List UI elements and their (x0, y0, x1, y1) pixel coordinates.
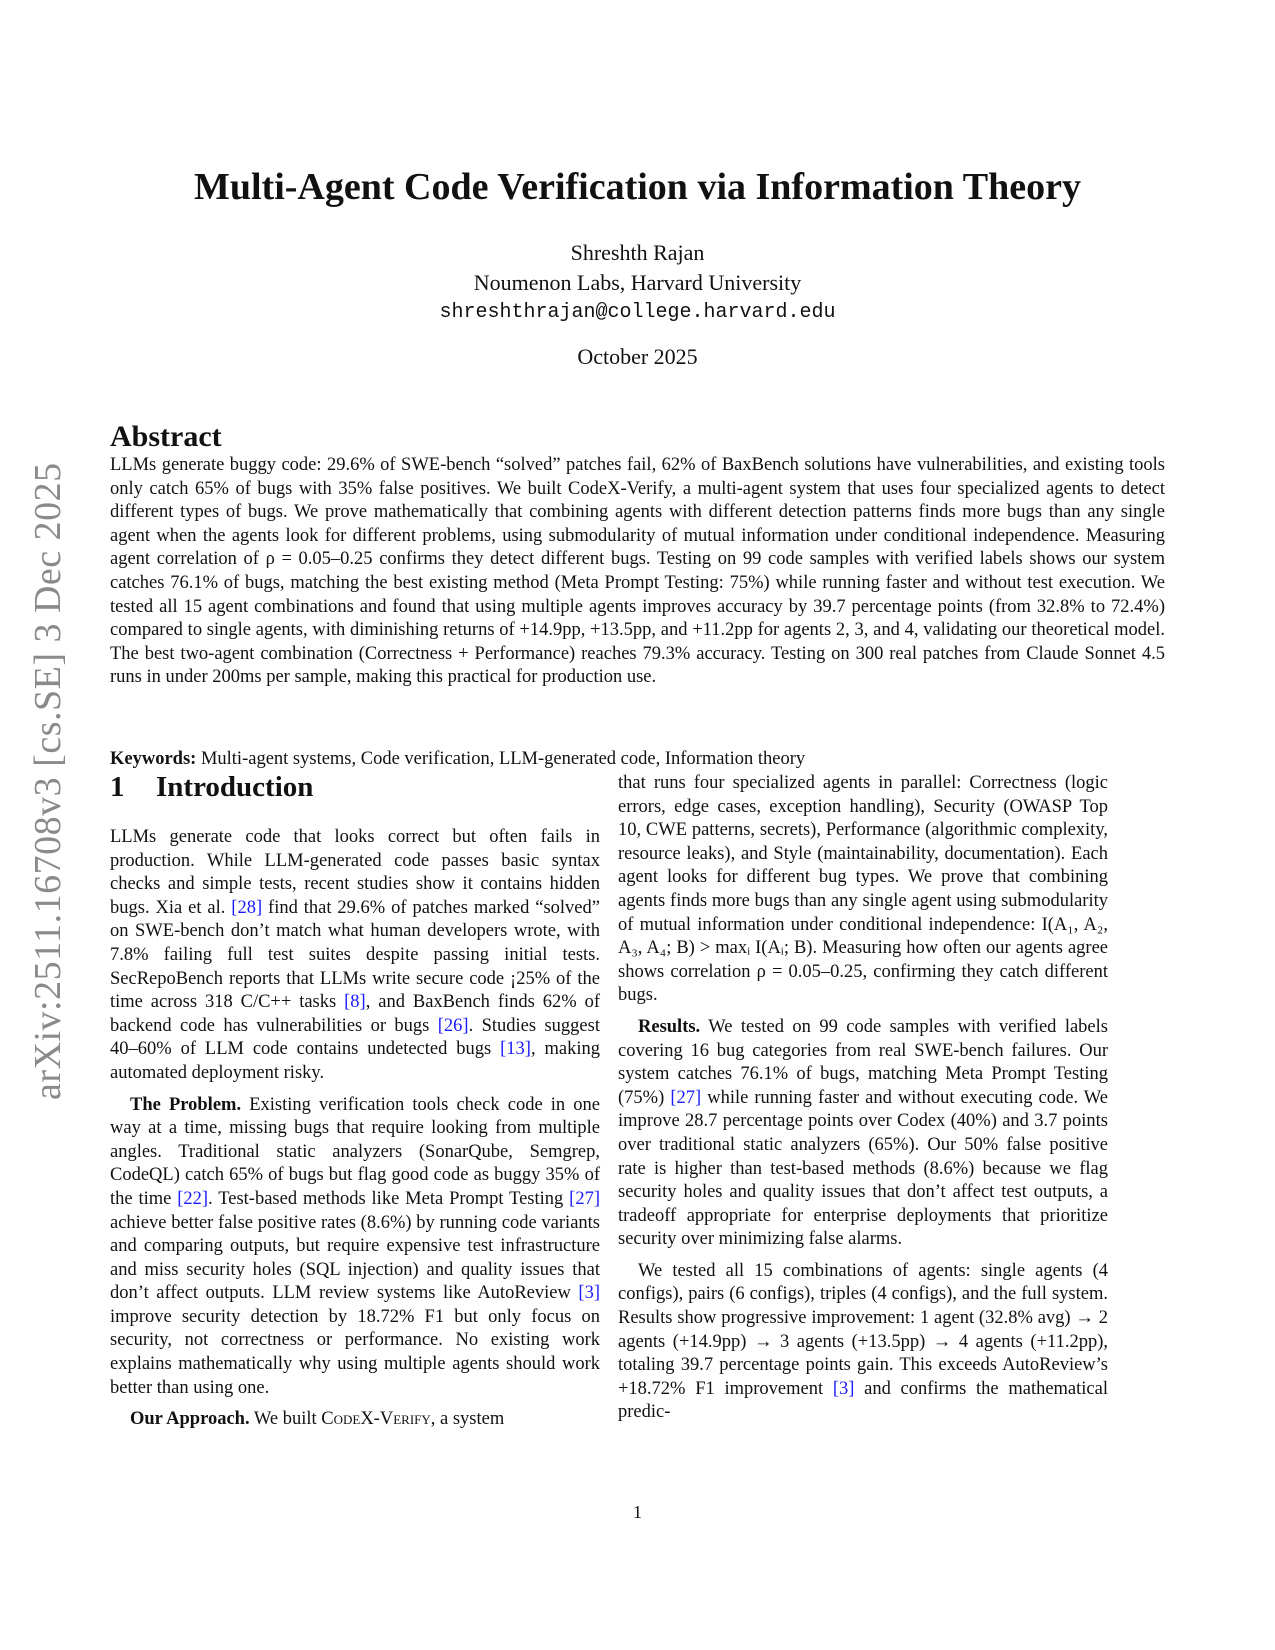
arxiv-identifier-stamp: arXiv:2511.16708v3 [cs.SE] 3 Dec 2025 (27, 462, 69, 1100)
right-column (618, 772, 1108, 1425)
intro-paragraph-1: LLMs generate code that looks correct but often fails in production. While LLM-generated code passes basic syntax checks and simple tests, recent studies show it contains hidden bugs. Xia et al. [28] find that 29.6% of patches marked “solved” on SWE-bench don’t match what human developers wrote, with 7.8% failing full test suites despite passing initial tests. SecRepoBench reports that LLMs write secure code ¡25% of the time across 318 C/C++ tasks [8], and BaxBench finds 62% of backend code has vulnerabilities or bugs [26]. Studies suggest 40–60% of LLM code contains undetected bugs [13], making automated deployment risky. (110, 827, 600, 1083)
keywords-label: Keywords: (110, 749, 197, 769)
section-title: Introduction (156, 771, 314, 803)
left-column (110, 770, 600, 1432)
abstract-text: LLMs generate buggy code: 29.6% of SWE-bench “solved” patches fail, 62% of BaxBench solutions have vulnerabilities, and existing tools only catch 65% of bugs with 35% false positives. We built CodeX-Verify, a multi-agent system that uses four specialized agents to detect different types of bugs. We prove mathematically that combining agents with different detection patterns finds more bugs than any single agent when the agents look for different problems, using submodularity of mutual information under conditional independence. Measuring agent correlation of ρ = 0.05–0.25 confirms they detect different bugs. Testing on 99 code samples with verified labels shows our system catches 76.1% of bugs, matching the best existing method (Meta Prompt Testing: 75%) while running faster and without test execution. We tested all 15 agent combinations and found that using multiple agents improves accuracy by 39.7 percentage points (from 32.8% to 72.4%) compared to single agents, with diminishing returns of +14.9pp, +13.5pp, and +11.2pp for agents 2, 3, and 4, validating our theoretical model. The best two-agent combination (Correctness + Performance) reaches 79.3% accuracy. Testing on 300 real patches from Claude Sonnet 4.5 runs in under 200ms per sample, making this practical for production use. (110, 455, 1165, 688)
abstract-heading: Abstract (110, 420, 222, 453)
keywords (110, 748, 1165, 771)
citation-link[interactable]: [13] (500, 1039, 531, 1060)
page-number: 1 (633, 1502, 642, 1522)
citation-link[interactable]: [3] (832, 1378, 855, 1399)
section-heading-introduction (110, 770, 600, 804)
author-block (110, 238, 1165, 328)
citation-link[interactable]: [27] (670, 1087, 702, 1108)
intro-paragraph-results: Results. We tested on 99 code samples with verified labels covering 16 bug categories from real SWE-bench failures. Our system catches 76.1% of bugs, matching Meta Prompt Testing (75%) [27] while running faster and without executing code. We improve 28.7 percentage points over Codex (40%) and 3.7 points over traditional static analyzers (65%). Our 50% false positive rate is higher than test-based methods (8.6%) because we flag security holes and quality issues that don’t affect test outputs, a tradeoff appropriate for enterprise deployments that prioritize security over minimizing false alarms. (618, 1016, 1109, 1250)
intro-paragraph-approach: that runs four specialized agents in parallel: Correctness (logic errors, edge cases, exception handling), Security (OWASP Top 10, CWE patterns, secrets), Performance (algorithmic complexity, resource leaks), and Style (maintainability, documentation). Each agent looks for different bug types. We prove that combining agents finds more bugs than any single agent using submodularity of mutual information under conditional independence: I(A₁, A₂, A₃, A₄; B) > maxᵢ I(Aᵢ; B). Measuring how often our agents agree shows correlation ρ = 0.05–0.25, confirming they catch different bugs. (618, 773, 1108, 1006)
intro-paragraph-problem: The Problem. Existing verification tools check code in one way at a time, missing bugs that require looking from multiple angles. Traditional static analyzers (SonarQube, Semgrep, CodeQL) catch 65% of bugs but flag good code as buggy 35% of the time [22]. Test-based methods like Meta Prompt Testing [27] achieve better false positive rates (8.6%) by running code variants and comparing outputs, but require expensive test infrastructure and miss security holes (SQL injection) and quality issues that don’t affect outputs. LLM review systems like AutoReview [3] improve security detection by 18.72% F1 but only focus on security, not correctness or performance. No existing work explains mathematically why using multiple agents should work better than using one. (110, 1094, 600, 1398)
keywords-text: Multi-agent systems, Code verification, LLM-generated code, Information theory (200, 749, 806, 769)
author-affiliation: Noumenon Labs, Harvard University (473, 270, 802, 295)
citation-link[interactable]: [27] (569, 1188, 600, 1209)
citation-link[interactable]: [22] (177, 1188, 209, 1209)
citation-link[interactable]: [26] (437, 1015, 469, 1036)
citation-link[interactable]: [28] (231, 897, 263, 918)
author-email[interactable]: shreshthrajan@college.harvard.edu (439, 301, 836, 324)
system-name: CodeX-Verify (321, 1409, 431, 1430)
citation-link[interactable]: [3] (578, 1283, 600, 1304)
citation-link[interactable]: [8] (344, 992, 366, 1013)
run-in-heading: The Problem. (130, 1094, 242, 1115)
paper-title: Multi-Agent Code Verification via Information Theory (194, 166, 1081, 208)
run-in-heading: Our Approach. (130, 1409, 250, 1430)
intro-paragraph-approach-start: Our Approach. We built CodeX-Verify, a system (130, 1409, 505, 1430)
intro-paragraph-combinations: We tested all 15 combinations of agents: single agents (4 configs), pairs (6 configs), triples (4 configs), and the full system. Results show progressive improvement: 1 agent (32.8% avg) → 2 agents (+14.9pp) → 3 agents (+13.5pp) → 4 agents (+11.2pp), totaling 39.7 percentage points gain. This exceeds AutoReview’s +18.72% F1 improvement [3] and confirms the mathematical predic- (618, 1260, 1108, 1423)
paper-date: October 2025 (577, 344, 698, 369)
author-name: Shreshth Rajan (570, 240, 705, 265)
section-number: 1 (110, 771, 125, 803)
run-in-heading: Results. (638, 1016, 701, 1037)
